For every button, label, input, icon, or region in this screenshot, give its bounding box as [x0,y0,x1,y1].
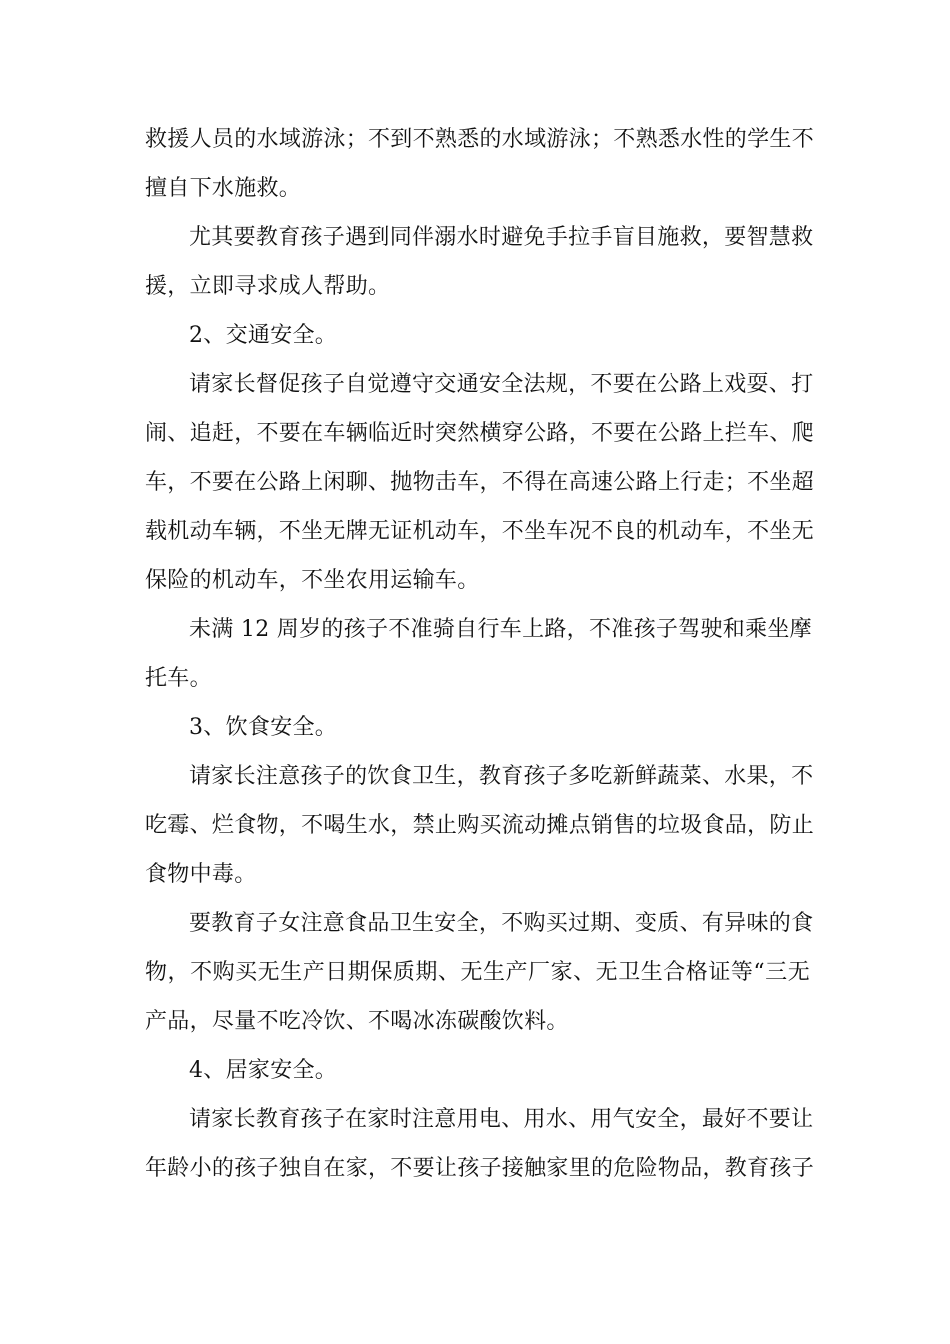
text-line-22: 年龄小的孩子独自在家，不要让孩子接触家里的危险物品，教育孩子 [145,1156,815,1181]
text-line-10: 保险的机动车，不坐农用运输车。 [145,568,480,593]
text-line-3: 尤其要教育孩子遇到同伴溺水时避免手拉手盲目施救，要智慧救 [189,225,814,250]
text-line-9: 载机动车辆，不坐无牌无证机动车，不坐车况不良的机动车，不坐无 [145,519,815,544]
section-heading-traffic: 2、交通安全。 [189,323,338,348]
text-line-14: 请家长注意孩子的饮食卫生，教育孩子多吃新鲜蔬菜、水果，不 [189,764,814,789]
text-line-7: 闹、追赶，不要在车辆临近时突然横穿公路，不要在公路上拦车、爬 [145,421,815,446]
text-line-21: 请家长教育孩子在家时注意用电、用水、用气安全，最好不要让 [189,1107,814,1132]
text-line-11: 未满 12 周岁的孩子不准骑自行车上路，不准孩子驾驶和乘坐摩 [189,617,812,642]
text-line-1: 救援人员的水域游泳；不到不熟悉的水域游泳；不熟悉水性的学生不 [145,127,815,152]
text-line-18: 物，不购买无生产日期保质期、无生产厂家、无卫生合格证等“三无 [145,960,810,985]
text-line-2: 擅自下水施救。 [145,176,302,201]
text-line-8: 车，不要在公路上闲聊、抛物击车，不得在高速公路上行走；不坐超 [145,470,815,495]
text-line-19: 产品，尽量不吃冷饮、不喝冰冻碳酸饮料。 [145,1009,569,1034]
text-line-15: 吃霉、烂食物，不喝生水，禁止购买流动摊点销售的垃圾食品，防止 [145,813,815,838]
text-line-12: 托车。 [145,666,212,691]
text-line-4: 援，立即寻求成人帮助。 [145,274,391,299]
text-line-6: 请家长督促孩子自觉遵守交通安全法规，不要在公路上戏耍、打 [189,372,814,397]
text-line-17: 要教育子女注意食品卫生安全，不购买过期、变质、有异味的食 [189,911,814,936]
section-heading-home: 4、居家安全。 [189,1058,338,1083]
section-heading-food: 3、饮食安全。 [189,715,338,740]
text-line-16: 食物中毒。 [145,862,257,887]
